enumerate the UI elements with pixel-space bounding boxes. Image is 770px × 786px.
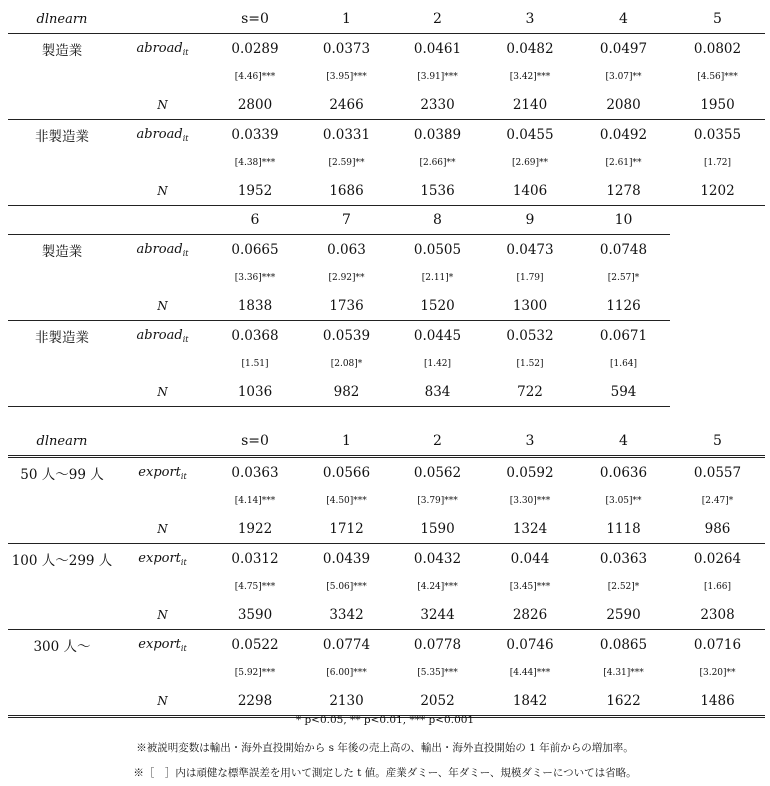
n-cell: 1300 <box>483 291 577 321</box>
empty-cell <box>8 291 116 321</box>
empty-cell <box>116 573 209 600</box>
n-cell: 2826 <box>483 600 577 630</box>
empty-cell <box>116 427 209 457</box>
variable-subscript: it <box>180 643 187 653</box>
empty-cell <box>116 63 209 90</box>
dependent-variable-label: dlnearn <box>8 427 116 457</box>
n-cell: 594 <box>577 377 670 407</box>
observations-row <box>8 291 765 321</box>
column-header: 9 <box>483 206 577 235</box>
coefficient-cell: 0.0373 <box>322 40 371 57</box>
group-label: 製造業 <box>41 243 83 260</box>
column-header: 3 <box>483 427 577 457</box>
variable-subscript: it <box>182 47 189 57</box>
t-stat-cell: [5.92]*** <box>234 667 276 678</box>
t-stat-cell: [4.14]*** <box>234 495 276 506</box>
coefficient-cell: 0.0505 <box>413 241 462 258</box>
t-stat-cell: [2.11]* <box>421 272 454 283</box>
column-header: 4 <box>577 5 670 34</box>
n-cell: 2308 <box>670 600 765 630</box>
header-row <box>8 5 765 34</box>
empty-cell <box>116 206 209 235</box>
variable-symbol: abroad <box>136 241 183 257</box>
t-stat-cell: [1.66] <box>703 581 732 592</box>
coefficient-row <box>8 235 765 265</box>
coefficient-cell: 0.0562 <box>413 464 462 481</box>
coefficient-cell: 0.0539 <box>322 327 371 344</box>
observations-row <box>8 377 765 407</box>
empty-cell <box>8 63 116 90</box>
coefficient-cell: 0.063 <box>327 241 366 258</box>
n-cell: 1842 <box>483 686 577 717</box>
n-label: N <box>116 176 209 206</box>
n-cell: 2590 <box>577 600 670 630</box>
n-cell: 986 <box>670 514 765 544</box>
empty-cell <box>8 514 116 544</box>
group-label: 製造業 <box>41 42 83 59</box>
variable-name <box>116 34 209 64</box>
t-stat-cell: [3.30]*** <box>509 495 551 506</box>
n-cell: 1118 <box>577 514 670 544</box>
observations-row <box>8 600 765 630</box>
column-header: 6 <box>209 206 301 235</box>
coefficient-cell: 0.0492 <box>599 126 648 143</box>
n-label: N <box>116 291 209 321</box>
group-label: 100 人～299 人 <box>11 552 113 569</box>
n-cell: 2130 <box>301 686 392 717</box>
coefficient-cell: 0.0363 <box>231 464 279 481</box>
t-stat-cell: [1.52] <box>516 358 544 369</box>
coefficient-cell: 0.0473 <box>506 241 554 258</box>
empty-cell <box>8 573 116 600</box>
n-label: N <box>116 514 209 544</box>
n-cell: 1736 <box>301 291 392 321</box>
n-cell: 1712 <box>301 514 392 544</box>
t-stat-cell: [2.61]** <box>605 157 642 168</box>
group-label: 非製造業 <box>35 128 89 145</box>
t-stat-cell: [5.35]*** <box>417 667 458 678</box>
coefficient-cell: 0.0774 <box>322 636 371 653</box>
observations-row <box>8 686 765 717</box>
variable-subscript: it <box>182 248 189 258</box>
t-stat-cell: [4.56]*** <box>697 71 738 82</box>
coefficient-cell: 0.0482 <box>506 40 554 57</box>
empty-cell <box>8 600 116 630</box>
empty-cell <box>116 350 209 377</box>
n-cell: 1486 <box>670 686 765 717</box>
n-cell: 1520 <box>392 291 483 321</box>
coefficient-row <box>8 321 765 351</box>
n-cell: 1406 <box>483 176 577 206</box>
empty-cell <box>8 686 116 717</box>
variable-name <box>116 235 209 265</box>
t-stat-cell: [1.64] <box>609 358 638 369</box>
n-cell: 1278 <box>577 176 670 206</box>
column-header: s=0 <box>209 427 301 457</box>
dependent-variable-label: dlnearn <box>8 5 116 34</box>
n-cell: 3342 <box>301 600 392 630</box>
empty-cell <box>8 90 116 120</box>
t-stat-row <box>8 659 765 686</box>
n-cell: 1952 <box>209 176 301 206</box>
column-header: 2 <box>392 427 483 457</box>
column-header: 10 <box>577 206 670 235</box>
t-stat-cell: [2.59]** <box>328 157 365 168</box>
empty-cell <box>116 149 209 176</box>
n-cell: 2330 <box>392 90 483 120</box>
n-cell: 1324 <box>483 514 577 544</box>
t-stat-cell: [5.06]*** <box>326 581 367 592</box>
n-cell: 1202 <box>670 176 765 206</box>
n-cell: 1950 <box>670 90 765 120</box>
n-cell: 2052 <box>392 686 483 717</box>
column-header: 8 <box>392 206 483 235</box>
t-stat-cell: [3.45]*** <box>509 581 551 592</box>
coefficient-row <box>8 120 765 150</box>
column-header: 1 <box>301 427 392 457</box>
column-header: 5 <box>670 427 765 457</box>
t-stat-cell: [4.44]*** <box>509 667 551 678</box>
n-cell: 1590 <box>392 514 483 544</box>
coefficient-cell: 0.0455 <box>506 126 554 143</box>
empty-cell <box>116 659 209 686</box>
coefficient-cell: 0.0331 <box>322 126 371 143</box>
t-stat-cell: [1.42] <box>423 358 452 369</box>
n-cell: 2466 <box>301 90 392 120</box>
coefficient-cell: 0.0865 <box>599 636 648 653</box>
variable-symbol: export <box>138 550 181 566</box>
coefficient-cell: 0.0439 <box>322 550 371 567</box>
t-stat-cell: [4.46]*** <box>234 71 276 82</box>
variable-subscript: it <box>182 133 189 143</box>
coefficient-cell: 0.0461 <box>413 40 462 57</box>
t-stat-cell: [2.08]* <box>330 358 363 369</box>
coefficient-row <box>8 544 765 574</box>
t-stat-cell: [3.79]*** <box>417 495 458 506</box>
n-label: N <box>116 686 209 717</box>
empty-cell <box>8 377 116 407</box>
n-cell: 722 <box>483 377 577 407</box>
group-label: 50 人～99 人 <box>20 466 104 483</box>
n-cell: 2298 <box>209 686 301 717</box>
variable-subscript: it <box>180 471 187 481</box>
n-cell: 3244 <box>392 600 483 630</box>
empty-cell <box>670 350 765 377</box>
column-header: 2 <box>392 5 483 34</box>
n-cell: 2140 <box>483 90 577 120</box>
column-header: 1 <box>301 5 392 34</box>
variable-name <box>116 120 209 150</box>
t-stat-cell: [3.91]*** <box>417 71 458 82</box>
coefficient-cell: 0.0557 <box>693 464 742 481</box>
table-export <box>8 427 765 718</box>
coefficient-cell: 0.0592 <box>506 464 554 481</box>
n-cell: 1686 <box>301 176 392 206</box>
observations-row <box>8 90 765 120</box>
coefficient-cell: 0.0716 <box>693 636 742 653</box>
header-row <box>8 427 765 457</box>
variable-name <box>116 457 209 488</box>
n-cell: 1536 <box>392 176 483 206</box>
coefficient-cell: 0.0497 <box>599 40 648 57</box>
coefficient-cell: 0.0432 <box>413 550 462 567</box>
coefficient-cell: 0.0778 <box>413 636 462 653</box>
empty-cell <box>8 176 116 206</box>
empty-cell <box>116 5 209 34</box>
t-stat-cell: [4.31]*** <box>603 667 644 678</box>
column-header: 3 <box>483 5 577 34</box>
empty-cell <box>670 264 765 291</box>
t-stat-cell: [4.24]*** <box>417 581 458 592</box>
n-cell: 1622 <box>577 686 670 717</box>
t-stat-cell: [6.00]*** <box>326 667 367 678</box>
t-stat-row <box>8 264 765 291</box>
coefficient-cell: 0.0339 <box>231 126 279 143</box>
variable-symbol: export <box>138 636 181 652</box>
coefficient-cell: 0.0748 <box>599 241 648 258</box>
empty-cell <box>670 206 765 235</box>
observations-row <box>8 514 765 544</box>
variable-name <box>116 630 209 660</box>
coefficient-row <box>8 457 765 488</box>
coefficient-cell: 0.0636 <box>599 464 648 481</box>
variable-symbol: export <box>138 464 181 480</box>
coefficient-row <box>8 630 765 660</box>
coefficient-cell: 0.0389 <box>413 126 462 143</box>
observations-row <box>8 176 765 206</box>
t-stat-row <box>8 350 765 377</box>
column-header: 7 <box>301 206 392 235</box>
empty-cell <box>8 264 116 291</box>
n-label: N <box>116 377 209 407</box>
t-stat-cell: [2.69]** <box>511 157 549 168</box>
t-stat-cell: [3.36]*** <box>234 272 276 283</box>
group-label: 非製造業 <box>35 329 89 346</box>
t-stat-cell: [2.47]* <box>701 495 734 506</box>
empty-cell <box>8 487 116 514</box>
coefficient-cell: 0.0363 <box>599 550 648 567</box>
significance-note: * p<0.05, ** p<0.01, *** p<0.001 <box>295 714 475 726</box>
coefficient-cell: 0.0665 <box>231 241 279 258</box>
n-cell: 1036 <box>209 377 301 407</box>
variable-name <box>116 544 209 574</box>
t-stat-row <box>8 573 765 600</box>
t-stat-cell: [2.66]** <box>419 157 456 168</box>
n-cell: 1922 <box>209 514 301 544</box>
t-stat-cell: [2.57]* <box>607 272 640 283</box>
empty-cell <box>8 206 116 235</box>
n-cell: 2080 <box>577 90 670 120</box>
n-cell: 982 <box>301 377 392 407</box>
n-cell: 1838 <box>209 291 301 321</box>
coefficient-cell: 0.0802 <box>693 40 742 57</box>
coefficient-cell: 0.0312 <box>231 550 279 567</box>
t-stat-cell: [1.79] <box>516 272 544 283</box>
t-stat-cell: [3.05]** <box>605 495 642 506</box>
n-cell: 1126 <box>577 291 670 321</box>
variable-subscript: it <box>180 557 187 567</box>
n-cell: 2800 <box>209 90 301 120</box>
column-header: s=0 <box>209 5 301 34</box>
empty-cell <box>670 377 765 407</box>
t-stat-cell: [3.95]*** <box>326 71 367 82</box>
variable-symbol: abroad <box>136 126 183 142</box>
coefficient-cell: 0.0368 <box>231 327 279 344</box>
coefficient-row <box>8 34 765 64</box>
t-stat-cell: [3.42]*** <box>509 71 551 82</box>
group-label: 300 人～ <box>33 638 91 655</box>
empty-cell <box>8 659 116 686</box>
footnote-dependent-variable: ※被説明変数は輸出・海外直投開始から s 年後の売上高の、輸出・海外直投開始の 1 年前からの増加率。 <box>136 742 634 754</box>
coefficient-cell: 0.0355 <box>693 126 742 143</box>
coefficient-cell: 0.0566 <box>322 464 371 481</box>
coefficient-cell: 0.0264 <box>693 550 742 567</box>
n-cell: 3590 <box>209 600 301 630</box>
t-stat-cell: [1.72] <box>703 157 732 168</box>
column-header: 4 <box>577 427 670 457</box>
t-stat-row <box>8 149 765 176</box>
t-stat-row <box>8 63 765 90</box>
empty-cell <box>670 235 765 265</box>
t-stat-cell: [3.07]** <box>605 71 642 82</box>
t-stat-cell: [2.92]** <box>328 272 365 283</box>
n-cell: 834 <box>392 377 483 407</box>
empty-cell <box>8 149 116 176</box>
column-header: 5 <box>670 5 765 34</box>
empty-cell <box>670 291 765 321</box>
variable-symbol: abroad <box>136 40 183 56</box>
empty-cell <box>116 264 209 291</box>
t-stat-cell: [4.75]*** <box>234 581 276 592</box>
t-stat-cell: [2.52]* <box>607 581 640 592</box>
t-stat-cell: [4.38]*** <box>234 157 276 168</box>
variable-name <box>116 321 209 351</box>
n-label: N <box>116 600 209 630</box>
header-row <box>8 206 765 235</box>
empty-cell <box>8 350 116 377</box>
coefficient-cell: 0.0289 <box>231 40 279 57</box>
t-stat-row <box>8 487 765 514</box>
empty-cell <box>670 321 765 351</box>
coefficient-cell: 0.0671 <box>599 327 648 344</box>
variable-subscript: it <box>182 334 189 344</box>
coefficient-cell: 0.0445 <box>413 327 462 344</box>
n-label: N <box>116 90 209 120</box>
coefficient-cell: 0.0532 <box>506 327 554 344</box>
t-stat-cell: [4.50]*** <box>326 495 367 506</box>
variable-symbol: abroad <box>136 327 183 343</box>
coefficient-cell: 0.0746 <box>506 636 554 653</box>
coefficient-cell: 0.044 <box>510 550 550 567</box>
footnote-t-values: ※［ ］内は頑健な標準誤差を用いて測定した t 値。産業ダミー、年ダミー、規模ダミーについては省略。 <box>133 767 637 779</box>
coefficient-cell: 0.0522 <box>231 636 279 653</box>
empty-cell <box>116 487 209 514</box>
t-stat-cell: [1.51] <box>241 358 269 369</box>
table-abroad <box>8 5 765 407</box>
t-stat-cell: [3.20]** <box>699 667 736 678</box>
